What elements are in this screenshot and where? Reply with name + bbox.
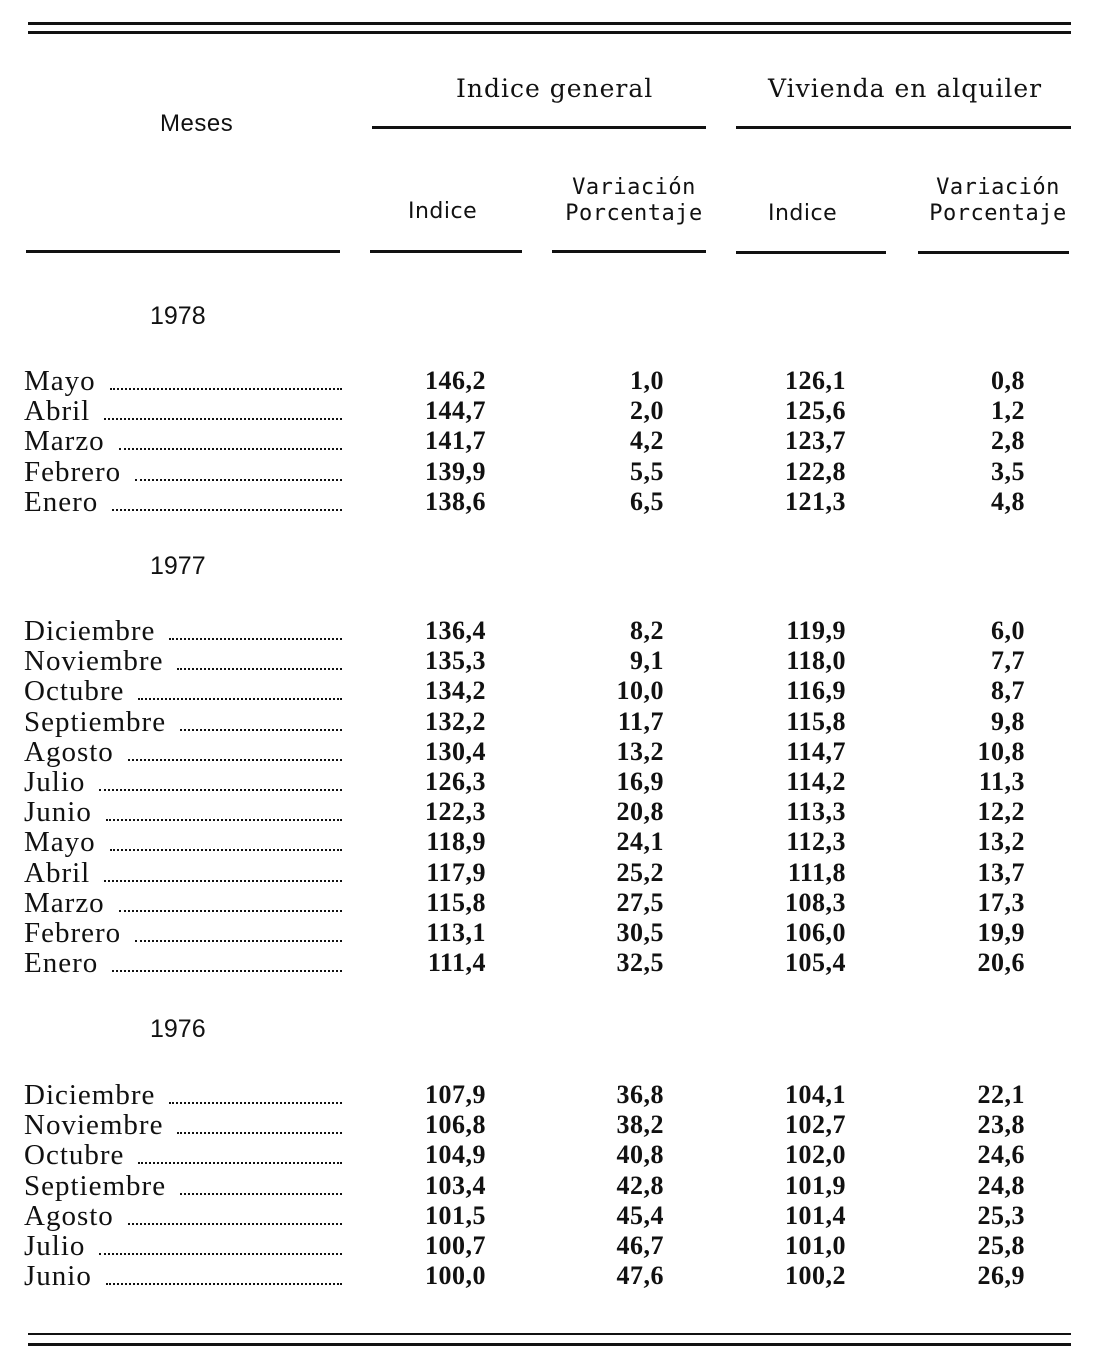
table-row — [0, 888, 1105, 918]
ig-indice-cell: 136,4 — [425, 616, 486, 645]
header-va-indice: Indice — [768, 201, 838, 226]
va-indice-cell: 105,4 — [785, 948, 846, 977]
va-indice-cell: 118,0 — [786, 646, 846, 675]
ig-indice-cell: 146,2 — [425, 366, 486, 395]
ig-indice-cell: 106,8 — [425, 1110, 486, 1139]
dot-leader — [110, 849, 342, 851]
va-variacion-cell: 13,7 — [977, 858, 1025, 887]
year-heading: 1977 — [150, 552, 206, 580]
month-cell — [24, 797, 342, 827]
month-label: Agosto — [24, 1201, 114, 1231]
ig-variacion-cell: 40,8 — [616, 1140, 664, 1169]
ig-variacion-cell: 9,1 — [630, 646, 664, 675]
month-label: Noviembre — [24, 646, 164, 676]
va-variacion-cell: 4,8 — [991, 487, 1025, 516]
table-row — [0, 426, 1105, 456]
va-indice-cell: 119,9 — [786, 616, 846, 645]
month-label: Enero — [24, 948, 99, 978]
ig-indice-cell: 144,7 — [425, 396, 486, 425]
month-label: Abril — [24, 396, 91, 426]
header-ig-variacion-line2: Porcentaje — [565, 201, 703, 226]
ig-indice-cell: 122,3 — [425, 797, 486, 826]
ig-variacion-cell: 11,7 — [617, 707, 664, 736]
va-indice-cell: 106,0 — [785, 918, 846, 947]
header-ig-variacion — [556, 175, 712, 227]
ig-variacion-cell: 30,5 — [616, 918, 664, 947]
ig-indice-cell: 139,9 — [425, 457, 486, 486]
va-variacion-cell: 24,6 — [977, 1140, 1025, 1169]
header-ig-variacion-line1: Variación — [572, 175, 696, 200]
ig-variacion-cell: 42,8 — [616, 1171, 664, 1200]
ig-indice-cell: 104,9 — [425, 1140, 486, 1169]
table-row — [0, 366, 1105, 396]
va-variacion-cell: 10,8 — [977, 737, 1025, 766]
month-cell — [24, 767, 342, 797]
header-va-variacion-line2: Porcentaje — [929, 201, 1067, 226]
va-indice-cell: 114,7 — [786, 737, 846, 766]
va-variacion-cell: 0,8 — [991, 366, 1025, 395]
month-label: Agosto — [24, 737, 114, 767]
va-indice-cell: 104,1 — [785, 1080, 846, 1109]
va-variacion-cell: 12,2 — [977, 797, 1025, 826]
col-underline-meses — [26, 250, 340, 253]
month-cell — [24, 918, 342, 948]
col-underline-va-indice — [736, 251, 886, 254]
table-row — [0, 767, 1105, 797]
dot-leader — [138, 1162, 342, 1164]
table-row — [0, 1231, 1105, 1261]
table-row — [0, 457, 1105, 487]
ig-variacion-cell: 20,8 — [616, 797, 664, 826]
dot-leader — [112, 509, 342, 511]
dot-leader — [128, 1223, 342, 1225]
ig-variacion-cell: 8,2 — [630, 616, 664, 645]
dot-leader — [119, 448, 342, 450]
ig-indice-cell: 134,2 — [425, 676, 486, 705]
va-indice-cell: 102,7 — [785, 1110, 846, 1139]
va-indice-cell: 123,7 — [785, 426, 846, 455]
month-label: Abril — [24, 858, 91, 888]
va-variacion-cell: 13,2 — [977, 827, 1025, 856]
header-meses: Meses — [160, 110, 234, 137]
va-indice-cell: 114,2 — [786, 767, 846, 796]
month-label: Febrero — [24, 457, 122, 487]
dot-leader — [135, 940, 342, 942]
ig-variacion-cell: 32,5 — [616, 948, 664, 977]
month-label: Diciembre — [24, 1080, 156, 1110]
table-row — [0, 1140, 1105, 1170]
va-variacion-cell: 3,5 — [991, 457, 1025, 486]
month-cell — [24, 1231, 342, 1261]
top-rule-1 — [28, 22, 1071, 25]
table-row — [0, 1110, 1105, 1140]
ig-variacion-cell: 1,0 — [630, 366, 664, 395]
month-label: Diciembre — [24, 616, 156, 646]
table-row — [0, 948, 1105, 978]
table-row — [0, 918, 1105, 948]
ig-variacion-cell: 24,1 — [616, 827, 664, 856]
month-label: Marzo — [24, 888, 105, 918]
ig-indice-cell: 115,8 — [426, 888, 486, 917]
va-variacion-cell: 8,7 — [991, 676, 1025, 705]
month-cell — [24, 1171, 342, 1201]
month-cell — [24, 737, 342, 767]
top-rule-2 — [28, 31, 1071, 34]
va-variacion-cell: 23,8 — [977, 1110, 1025, 1139]
table-row — [0, 858, 1105, 888]
va-variacion-cell: 20,6 — [977, 948, 1025, 977]
header-vivienda-alquiler: Vivienda en alquiler — [768, 74, 1043, 103]
va-variacion-cell: 22,1 — [977, 1080, 1025, 1109]
ig-indice-cell: 126,3 — [425, 767, 486, 796]
dot-leader — [99, 1253, 342, 1255]
ig-indice-cell: 113,1 — [426, 918, 486, 947]
ig-indice-cell: 141,7 — [425, 426, 486, 455]
year-heading: 1976 — [150, 1015, 206, 1043]
month-cell — [24, 396, 342, 426]
month-cell — [24, 827, 342, 857]
ig-indice-cell: 130,4 — [425, 737, 486, 766]
ig-indice-cell: 135,3 — [425, 646, 486, 675]
ig-variacion-cell: 36,8 — [616, 1080, 664, 1109]
dot-leader — [180, 1193, 342, 1195]
table-row — [0, 1080, 1105, 1110]
dot-leader — [169, 638, 342, 640]
table-row — [0, 797, 1105, 827]
month-cell — [24, 1110, 342, 1140]
ig-variacion-cell: 5,5 — [630, 457, 664, 486]
va-variacion-cell: 6,0 — [991, 616, 1025, 645]
col-underline-ig-indice — [370, 250, 522, 253]
month-label: Junio — [24, 1261, 92, 1291]
month-label: Marzo — [24, 426, 105, 456]
dot-leader — [177, 668, 342, 670]
ig-indice-cell: 138,6 — [425, 487, 486, 516]
month-cell — [24, 888, 342, 918]
month-label: Noviembre — [24, 1110, 164, 1140]
month-cell — [24, 366, 342, 396]
table-row — [0, 676, 1105, 706]
col-underline-va-var — [918, 251, 1069, 254]
dot-leader — [106, 1283, 342, 1285]
dot-leader — [128, 759, 342, 761]
month-label: Junio — [24, 797, 92, 827]
month-cell — [24, 616, 342, 646]
va-indice-cell: 100,2 — [785, 1261, 846, 1290]
table-row — [0, 1261, 1105, 1291]
ig-variacion-cell: 10,0 — [616, 676, 664, 705]
va-indice-cell: 121,3 — [785, 487, 846, 516]
year-heading: 1978 — [150, 302, 206, 330]
table-row — [0, 646, 1105, 676]
month-label: Mayo — [24, 827, 96, 857]
table-row — [0, 616, 1105, 646]
col-underline-ig-var — [552, 250, 706, 253]
ig-variacion-cell: 27,5 — [616, 888, 664, 917]
header-va-variacion — [920, 175, 1076, 227]
ig-variacion-cell: 4,2 — [630, 426, 664, 455]
dot-leader — [99, 789, 342, 791]
ig-variacion-cell: 38,2 — [616, 1110, 664, 1139]
dot-leader — [110, 388, 342, 390]
va-indice-cell: 125,6 — [785, 396, 846, 425]
dot-leader — [106, 819, 342, 821]
table-row — [0, 487, 1105, 517]
dot-leader — [119, 910, 342, 912]
ig-indice-cell: 118,9 — [426, 827, 486, 856]
month-cell — [24, 1201, 342, 1231]
bottom-rule-1 — [28, 1333, 1071, 1335]
ig-variacion-cell: 13,2 — [616, 737, 664, 766]
ig-variacion-cell: 6,5 — [630, 487, 664, 516]
va-variacion-cell: 25,8 — [977, 1231, 1025, 1260]
va-indice-cell: 126,1 — [785, 366, 846, 395]
month-cell — [24, 707, 342, 737]
header-ig-indice: Indice — [408, 199, 478, 224]
va-indice-cell: 101,4 — [785, 1201, 846, 1230]
month-label: Enero — [24, 487, 99, 517]
ig-indice-cell: 100,0 — [425, 1261, 486, 1290]
table-row — [0, 1201, 1105, 1231]
va-indice-cell: 115,8 — [786, 707, 846, 736]
ig-variacion-cell: 45,4 — [616, 1201, 664, 1230]
va-variacion-cell: 2,8 — [991, 426, 1025, 455]
ig-variacion-cell: 16,9 — [616, 767, 664, 796]
va-variacion-cell: 26,9 — [977, 1261, 1025, 1290]
month-cell — [24, 1140, 342, 1170]
dot-leader — [177, 1132, 342, 1134]
dot-leader — [104, 418, 342, 420]
month-label: Julio — [24, 767, 86, 797]
month-label: Mayo — [24, 366, 96, 396]
month-label: Octubre — [24, 676, 125, 706]
ig-indice-cell: 132,2 — [425, 707, 486, 736]
group-underline-indice-general — [372, 126, 706, 129]
ig-variacion-cell: 25,2 — [616, 858, 664, 887]
month-cell — [24, 1261, 342, 1291]
va-variacion-cell: 25,3 — [977, 1201, 1025, 1230]
month-label: Septiembre — [24, 1171, 167, 1201]
dot-leader — [138, 698, 342, 700]
dot-leader — [135, 479, 342, 481]
ig-indice-cell: 100,7 — [425, 1231, 486, 1260]
va-indice-cell: 111,8 — [787, 858, 846, 887]
va-variacion-cell: 19,9 — [977, 918, 1025, 947]
va-indice-cell: 116,9 — [786, 676, 846, 705]
dot-leader — [112, 970, 342, 972]
month-label: Octubre — [24, 1140, 125, 1170]
va-variacion-cell: 7,7 — [991, 646, 1025, 675]
va-indice-cell: 108,3 — [785, 888, 846, 917]
va-indice-cell: 101,0 — [785, 1231, 846, 1260]
va-variacion-cell: 1,2 — [991, 396, 1025, 425]
va-indice-cell: 102,0 — [785, 1140, 846, 1169]
va-indice-cell: 112,3 — [786, 827, 846, 856]
ig-indice-cell: 117,9 — [426, 858, 486, 887]
month-label: Septiembre — [24, 707, 167, 737]
month-cell — [24, 487, 342, 517]
month-cell — [24, 457, 342, 487]
month-label: Julio — [24, 1231, 86, 1261]
ig-variacion-cell: 2,0 — [630, 396, 664, 425]
va-indice-cell: 101,9 — [785, 1171, 846, 1200]
ig-variacion-cell: 47,6 — [616, 1261, 664, 1290]
ig-indice-cell: 103,4 — [425, 1171, 486, 1200]
table-row — [0, 707, 1105, 737]
month-cell — [24, 426, 342, 456]
table-row — [0, 1171, 1105, 1201]
dot-leader — [104, 880, 342, 882]
table-row — [0, 827, 1105, 857]
month-cell — [24, 1080, 342, 1110]
month-cell — [24, 948, 342, 978]
ig-variacion-cell: 46,7 — [616, 1231, 664, 1260]
month-cell — [24, 646, 342, 676]
dot-leader — [169, 1102, 342, 1104]
table-row — [0, 737, 1105, 767]
ig-indice-cell: 111,4 — [427, 948, 486, 977]
dot-leader — [180, 729, 342, 731]
header-va-variacion-line1: Variación — [936, 175, 1060, 200]
table-row — [0, 396, 1105, 426]
ig-indice-cell: 101,5 — [425, 1201, 486, 1230]
va-indice-cell: 113,3 — [786, 797, 846, 826]
ig-indice-cell: 107,9 — [425, 1080, 486, 1109]
month-cell — [24, 676, 342, 706]
month-label: Febrero — [24, 918, 122, 948]
va-variacion-cell: 9,8 — [991, 707, 1025, 736]
va-variacion-cell: 17,3 — [977, 888, 1025, 917]
header-indice-general: Indice general — [456, 74, 654, 103]
va-indice-cell: 122,8 — [785, 457, 846, 486]
bottom-rule-2 — [28, 1343, 1071, 1346]
group-underline-vivienda — [736, 126, 1071, 129]
month-cell — [24, 858, 342, 888]
va-variacion-cell: 24,8 — [977, 1171, 1025, 1200]
va-variacion-cell: 11,3 — [978, 767, 1025, 796]
